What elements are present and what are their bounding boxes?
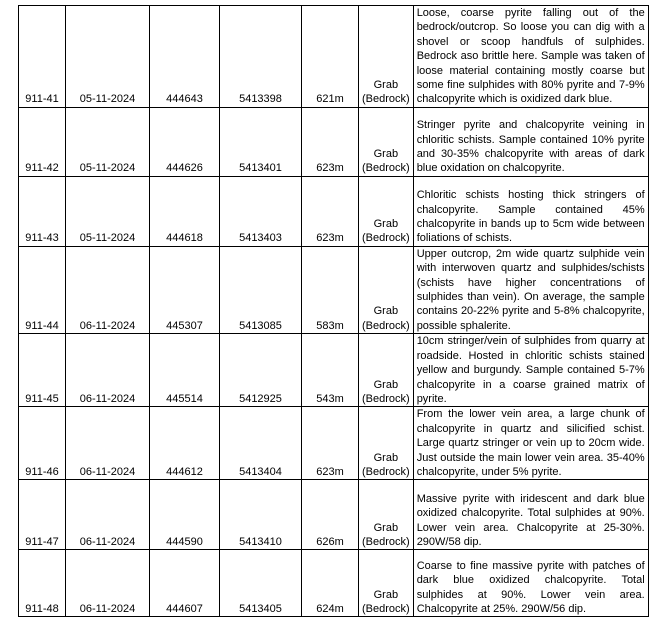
date-cell: 06-11-2024 <box>66 480 150 550</box>
table-row <box>19 407 649 480</box>
sample-id-cell: 911-44 <box>19 246 66 333</box>
sample-type-cell <box>359 107 414 176</box>
sample-type-qualifier: (Bedrock) <box>362 535 410 548</box>
sample-type-cell <box>359 246 414 333</box>
sample-type-label: Grab <box>373 218 399 231</box>
date-cell: 05-11-2024 <box>66 107 150 176</box>
description-cell: Loose, coarse pyrite falling out of the bedrock/outcrop. So loose you can dig with a shovel or scoop handfuls of sulphides. Bedrock aso brittle here. Sample was taken of loose material containing mostly coarse but some fine sulphides with 80% pyrite and 7-9% chalcopyrite which is oxidized dark blue. <box>413 6 648 108</box>
easting-cell: 444643 <box>150 6 220 108</box>
elevation-cell: 623m <box>302 107 359 176</box>
sample-id-cell: 911-46 <box>19 407 66 480</box>
sample-type-qualifier: (Bedrock) <box>362 602 410 615</box>
description-cell: Chloritic schists hosting thick stringers of chalcopyrite. Sample contained 45% chalcopyrite in bands up to 5cm wide between foliations of schists. <box>413 176 648 246</box>
sample-type-qualifier: (Bedrock) <box>362 232 410 245</box>
sample-type-qualifier: (Bedrock) <box>362 93 410 106</box>
easting-cell: 444618 <box>150 176 220 246</box>
table-row <box>19 107 649 176</box>
elevation-cell: 583m <box>302 246 359 333</box>
sample-type-cell <box>359 176 414 246</box>
northing-cell: 5413405 <box>220 550 302 617</box>
easting-cell: 445514 <box>150 334 220 407</box>
sample-id-cell: 911-47 <box>19 480 66 550</box>
sample-type-cell <box>359 334 414 407</box>
date-cell: 05-11-2024 <box>66 176 150 246</box>
sample-type-label: Grab <box>373 79 399 92</box>
date-cell: 06-11-2024 <box>66 550 150 617</box>
easting-cell: 444612 <box>150 407 220 480</box>
easting-cell: 444607 <box>150 550 220 617</box>
elevation-cell: 621m <box>302 6 359 108</box>
elevation-cell: 626m <box>302 480 359 550</box>
sample-type-qualifier: (Bedrock) <box>362 162 410 175</box>
description-cell: Stringer pyrite and chalcopyrite veining in chloritic schists. Sample contained 10% pyrite and 30-35% chalcopyrite with areas of dark blue oxidation on chalcopyrite. <box>413 107 648 176</box>
sample-type-label: Grab <box>373 148 399 161</box>
sample-log-sheet <box>18 5 649 617</box>
sample-type-label: Grab <box>373 588 399 601</box>
sample-type-label: Grab <box>373 451 399 464</box>
date-cell: 06-11-2024 <box>66 407 150 480</box>
northing-cell: 5413404 <box>220 407 302 480</box>
date-cell: 06-11-2024 <box>66 246 150 333</box>
northing-cell: 5413410 <box>220 480 302 550</box>
date-cell: 05-11-2024 <box>66 6 150 108</box>
date-cell: 06-11-2024 <box>66 334 150 407</box>
table-row <box>19 246 649 333</box>
northing-cell: 5413085 <box>220 246 302 333</box>
sample-type-cell <box>359 6 414 108</box>
rock-sample-table <box>18 5 649 617</box>
description-cell: 10cm stringer/vein of sulphides from quarry at roadside. Hosted in chloritic schists stained yellow and burgundy. Sample contained 5-7% chalcopyrite in a coarse grained matrix of pyrite. <box>413 334 648 407</box>
description-cell: Massive pyrite with iridescent and dark blue oxidized chalcopyrite. Total sulphides at 90%. Lower vein area. Chalcopyrite at 25-30%. 290W/58 dip. <box>413 480 648 550</box>
elevation-cell: 543m <box>302 334 359 407</box>
description-cell: From the lower vein area, a large chunk of chalcopyrite in quartz and silicified schist. Large quartz stringer or vein up to 20cm wide. Just outside the main lower vein area. 35-40% chalcopyrite, under 5% pyrite. <box>413 407 648 480</box>
easting-cell: 444590 <box>150 480 220 550</box>
description-cell: Coarse to fine massive pyrite with patches of dark blue oxidized chalcopyrite. Total sulphides at 90%. Lower vein area. Chalcopyrite at 25%. 290W/56 dip. <box>413 550 648 617</box>
sample-type-label: Grab <box>373 378 399 391</box>
sample-type-cell <box>359 480 414 550</box>
sample-id-cell: 911-42 <box>19 107 66 176</box>
table-row <box>19 176 649 246</box>
sample-type-cell <box>359 407 414 480</box>
northing-cell: 5413401 <box>220 107 302 176</box>
elevation-cell: 624m <box>302 550 359 617</box>
sample-type-label: Grab <box>373 305 399 318</box>
sample-type-label: Grab <box>373 521 399 534</box>
table-row <box>19 6 649 108</box>
sample-type-qualifier: (Bedrock) <box>362 319 410 332</box>
easting-cell: 445307 <box>150 246 220 333</box>
sample-id-cell: 911-48 <box>19 550 66 617</box>
sample-type-cell <box>359 550 414 617</box>
table-row <box>19 334 649 407</box>
northing-cell: 5412925 <box>220 334 302 407</box>
table-row <box>19 550 649 617</box>
sample-id-cell: 911-41 <box>19 6 66 108</box>
sample-id-cell: 911-43 <box>19 176 66 246</box>
sample-type-qualifier: (Bedrock) <box>362 392 410 405</box>
description-cell: Upper outcrop, 2m wide quartz sulphide vein with interwoven quartz and sulphides/schists (schists have higher concentrations of sulphides than vein). On average, the sample contains 20-22% pyrite and 5-8% chalcopyrite, possible sphalerite. <box>413 246 648 333</box>
easting-cell: 444626 <box>150 107 220 176</box>
table-row <box>19 480 649 550</box>
sample-id-cell: 911-45 <box>19 334 66 407</box>
elevation-cell: 623m <box>302 176 359 246</box>
northing-cell: 5413403 <box>220 176 302 246</box>
northing-cell: 5413398 <box>220 6 302 108</box>
sample-type-qualifier: (Bedrock) <box>362 465 410 478</box>
elevation-cell: 623m <box>302 407 359 480</box>
